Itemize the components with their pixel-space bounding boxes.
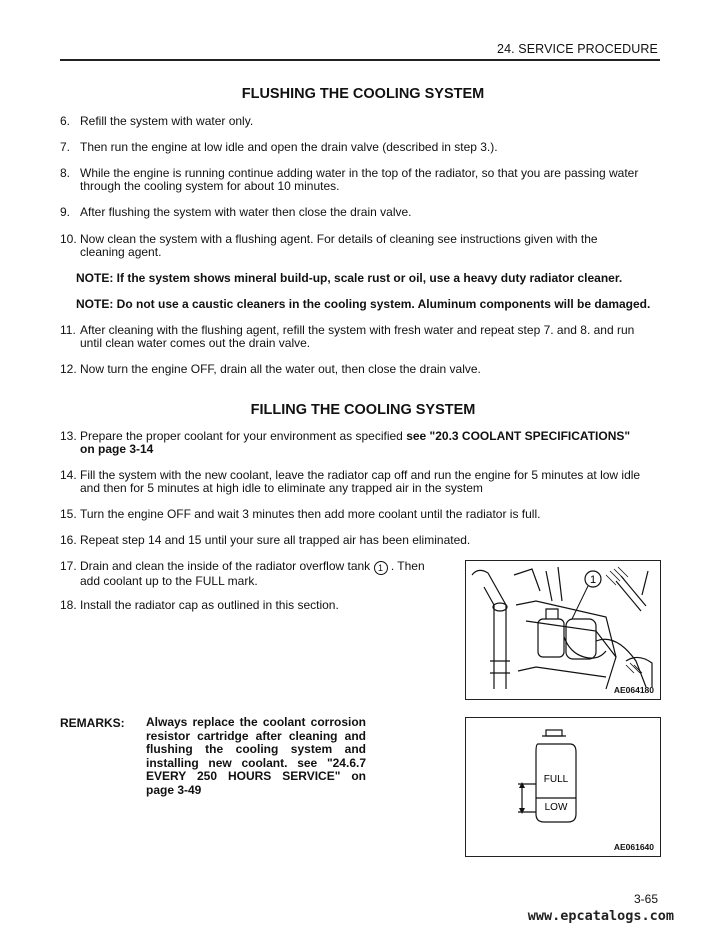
step-18: 18. Install the radiator cap as outlined in this section. xyxy=(60,598,339,612)
coolant-tank-illustration xyxy=(466,718,660,856)
engine-bay-illustration xyxy=(466,561,660,699)
step-7: 7. Then run the engine at low idle and open the drain valve (described in step 3.). xyxy=(60,140,498,154)
step-8: 8. While the engine is running continue adding water in the top of the radiator, so that you are passing water through the cooling system for about 10 minutes. xyxy=(60,166,639,193)
step-15: 15. Turn the engine OFF and wait 3 minutes then add more coolant until the radiator is full. xyxy=(60,507,541,521)
figure-code: AE064180 xyxy=(613,685,654,695)
step-13: 13. Prepare the proper coolant for your environment as specified see "20.3 COOLANT SPECIFICATIONS" on page 3-14 xyxy=(60,429,631,456)
full-mark-label: FULL xyxy=(543,774,569,785)
page-number: 3-65 xyxy=(633,892,658,906)
note-mineral-buildup: NOTE: If the system shows mineral build-up, scale rust or oil, use a heavy duty radiator cleaner. xyxy=(76,271,623,285)
step-16: 16. Repeat step 14 and 15 until your sure all trapped air has been eliminated. xyxy=(60,533,471,547)
step-10: 10. Now clean the system with a flushing agent. For details of cleaning see instructions given with the cleaning agent. xyxy=(60,232,598,259)
callout-marker-1: 1 xyxy=(374,561,388,575)
step-12: 12. Now turn the engine OFF, drain all the water out, then close the drain valve. xyxy=(60,362,481,376)
step-17: 17. Drain and clean the inside of the radiator overflow tank 1 . Then add coolant up to the FULL mark. xyxy=(60,559,425,588)
step-9: 9. After flushing the system with water then close the drain valve. xyxy=(60,205,412,219)
section-header: 24. SERVICE PROCEDURE xyxy=(497,42,658,56)
note-caustic-cleaners: NOTE: Do not use a caustic cleaners in the cooling system. Aluminum components will be damaged. xyxy=(76,297,651,311)
flushing-title: FLUSHING THE COOLING SYSTEM xyxy=(241,86,485,102)
step-6: 6. Refill the system with water only. xyxy=(60,114,254,128)
watermark: www.epcatalogs.com xyxy=(527,908,674,924)
step-11: 11. After cleaning with the flushing agent, refill the system with fresh water and repeat step 7. and 8. and run until clean water comes out the drain valve. xyxy=(60,323,635,350)
figure-overflow-tank xyxy=(465,560,661,700)
remarks-label: REMARKS: xyxy=(60,716,125,730)
step-14: 14. Fill the system with the new coolant, leave the radiator cap off and run the engine for 5 minutes at low idle and then for 5 minutes at high idle to eliminate any trapped air in the system xyxy=(60,468,641,495)
figure-coolant-level xyxy=(465,717,661,857)
low-mark-label: LOW xyxy=(544,802,568,813)
header-rule xyxy=(60,59,660,61)
filling-title: FILLING THE COOLING SYSTEM xyxy=(250,402,476,418)
figure-code: AE061640 xyxy=(613,842,654,852)
remarks-text: Always replace the coolant corrosion resistor cartridge after cleaning and flushing the cooling system and installing new coolant. see "24.6.7 EVERY 250 HOURS SERVICE" on page 3-49 xyxy=(146,715,366,797)
figure-callout-1: 1 xyxy=(589,574,597,586)
